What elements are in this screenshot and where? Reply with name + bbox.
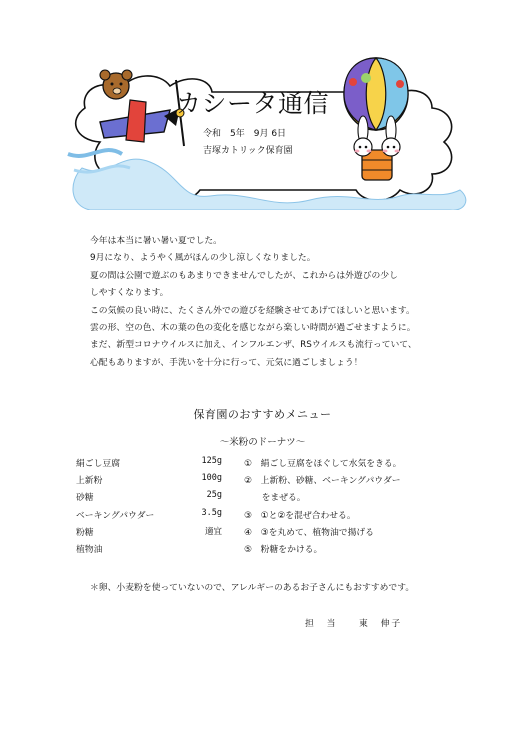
intro-line: 雲の形、空の色、木の葉の色の変化を感じながら楽しい時間が過ごせますように。 (90, 323, 416, 334)
ingredient-amount: 25g (206, 490, 222, 501)
ingredient-amount: 3.5g (201, 507, 222, 518)
ingredient-name: 植物油 (76, 544, 103, 555)
recipe-step: ⑤ 粉糖をかける。 (244, 544, 323, 555)
ingredient-name: 粉糖 (76, 527, 94, 538)
ingredient-name: ベーキングパウダー (76, 510, 155, 521)
recipe-step: ① 絹ごし豆腐をほぐして水気をきる。 (244, 459, 402, 469)
intro-line: この気候の良い時に、たくさん外での遊びを経験させてあげてほしいと思います。 (90, 305, 415, 316)
issue-date: 令和 5年 9月 6日 (203, 129, 287, 139)
ingredient-row (76, 525, 226, 542)
recipe-step: ④ ③を丸めて、植物油で揚げる (244, 527, 374, 538)
ingredient-row (76, 473, 226, 490)
menu-heading: 保育園のおすすめメニュー (193, 408, 332, 421)
ingredient-row (76, 456, 226, 473)
ingredient-amount: 100g (201, 473, 222, 484)
intro-line: 心配もありますが、手洗いを十分に行って、元気に過ごしましょう！ (90, 357, 363, 368)
intro-line: 9月になり、ようやく風がほんの少し涼しくなりました。 (90, 253, 316, 264)
allergy-note: ＊卵、小麦粉を使っていないので、アレルギーのあるお子さんにもおすすめです。 (90, 583, 415, 593)
ingredient-name: 上新粉 (76, 476, 103, 487)
intro-text (90, 233, 470, 372)
ingredient-row (76, 490, 226, 507)
school-name: 吉塚カトリック保育園 (203, 146, 293, 156)
intro-line: しやすくなります。 (90, 288, 169, 299)
ingredient-name: 砂糖 (76, 493, 94, 504)
ingredient-name: 絹ごし豆腐 (76, 459, 120, 469)
intro-line: まだ、新型コロナウイルスに加え、インフルエンザ、RSウイルスも流行っていて、 (90, 340, 417, 351)
intro-line: 今年は本当に暑い暑い夏でした。 (90, 236, 222, 246)
recipe-step: ② 上新粉、砂糖、ベーキングパウダー (244, 476, 401, 487)
ingredient-row (76, 508, 226, 525)
intro-line: 夏の間は公園で遊ぶのもあまりできませんでしたが、これからは外遊びの少し (90, 270, 398, 281)
ingredient-list (76, 456, 226, 559)
newsletter-title: カシータ通信 (176, 89, 330, 118)
recipe-step: ③ ①と②を混ぜ合わせる。 (244, 510, 356, 521)
recipe-steps (244, 456, 494, 559)
ingredient-amount: 適宜 (204, 526, 222, 537)
author-credit: 担 当 東 伸子 (305, 619, 403, 629)
ingredient-amount: 125g (201, 456, 222, 466)
recipe-name: ～米粉のドーナツ～ (219, 437, 306, 448)
recipe-step: をまぜる。 (244, 493, 306, 504)
ingredient-row (76, 542, 226, 559)
